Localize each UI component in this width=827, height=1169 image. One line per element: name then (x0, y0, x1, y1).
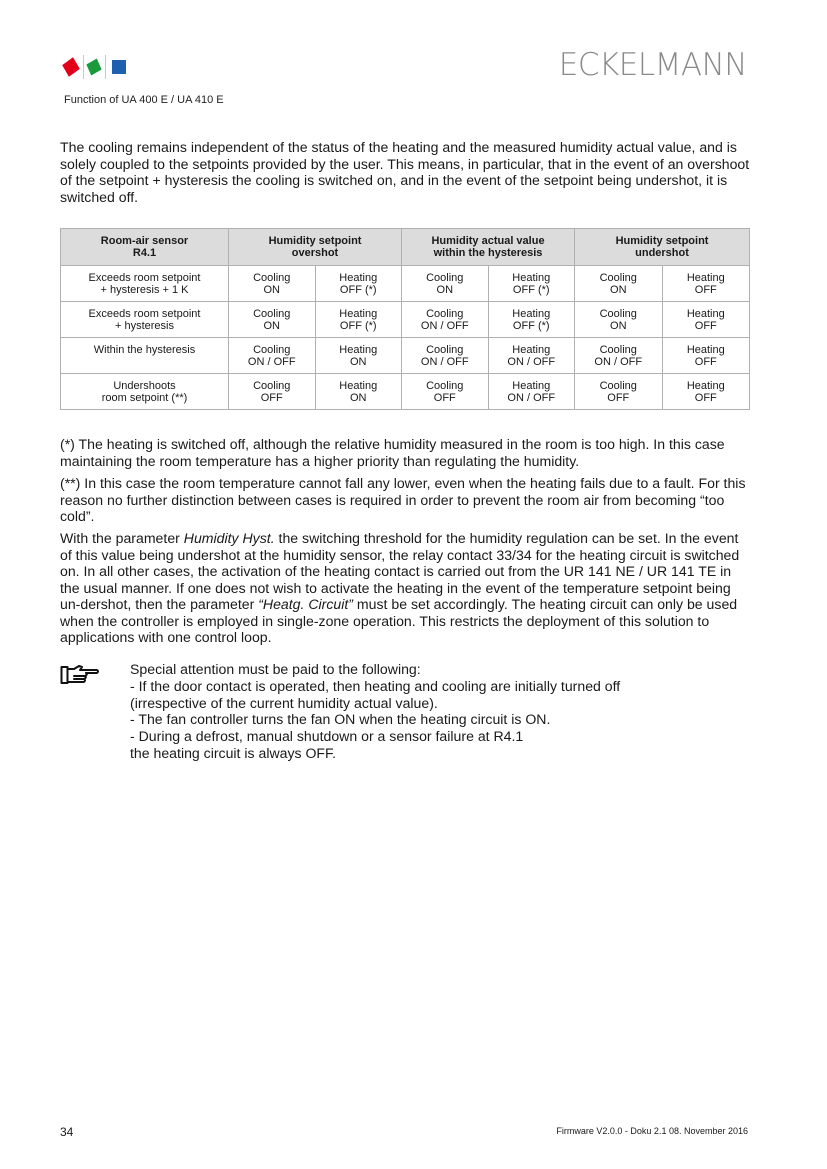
table-cell: Cooling ON / OFF (229, 338, 316, 374)
table-row (61, 302, 750, 338)
note-line: - If the door contact is operated, then heating and cooling are initially turned off (130, 677, 621, 694)
table-row (61, 266, 750, 302)
parameter-paragraph (60, 530, 750, 646)
table-cell: Cooling ON / OFF (575, 338, 663, 374)
footnote-double-asterisk: (**) In this case the room temperature cannot fall any lower, even when the heating fails due to a fault. For this reason no further distinction between cases is required in order to prevent the room air from becoming “too cold”. (60, 475, 746, 524)
note-line: - The fan controller turns the fan ON when the heating circuit is ON. (130, 711, 551, 728)
footnote-single-asterisk: (*) The heating is switched off, although the relative humidity measured in the room is too high. In this case maintaining the room temperature has a higher priority than regulating the humidity. (60, 436, 725, 469)
note-line: the heating circuit is always OFF. (130, 744, 337, 761)
table-row (61, 374, 750, 410)
table-cell: Heating OFF (662, 338, 750, 374)
table-cell: Heating OFF (*) (315, 266, 402, 302)
row-label: Exceeds room setpoint + hysteresis + 1 K (61, 266, 229, 302)
brand-name: ECKELMANN (558, 47, 747, 83)
table-cell: Heating OFF (662, 302, 750, 338)
row-label: Undershoots room setpoint (**) (61, 374, 229, 410)
row-label: Within the hysteresis (61, 338, 229, 374)
table-cell: Heating ON (315, 338, 402, 374)
footer-info: Firmware V2.0.0 - Doku 2.1 08. November 2016 (556, 1126, 748, 1136)
table-row (61, 338, 750, 374)
paragraph-text: the switching threshold for the humidity regulation can be set. In the event of this value being undershot at the humidity sensor, the relay contact 33/34 for the heating circuit is switched on. In all other cases, the activation of the heating contact is carried out from the UR 141 NE / UR 141 TE in the usual manner. If one does not wish to activate the heating in the event of the temperature setpoint being un-dershot, then the parameter (60, 530, 740, 612)
table-cell: Cooling OFF (575, 374, 663, 410)
header-room-air-sensor: Room-air sensor R4.1 (61, 229, 229, 266)
table-cell: Cooling ON (575, 266, 663, 302)
special-attention-note (130, 661, 620, 762)
header-within-hysteresis: Humidity actual value within the hysteresis (402, 229, 575, 266)
table-cell: Cooling ON (229, 266, 316, 302)
header-setpoint-overshot: Humidity setpoint overshot (229, 229, 402, 266)
note-line: - During a defrost, manual shutdown or a sensor failure at R4.1 (130, 728, 524, 745)
paragraph-text: With the parameter (60, 530, 184, 546)
table-cell: Cooling ON / OFF (402, 338, 489, 374)
table-cell: Cooling ON / OFF (402, 302, 489, 338)
humidity-control-table (60, 228, 750, 410)
table-cell: Cooling ON (402, 266, 489, 302)
parameter-heatg-circuit: “Heatg. Circuit” (258, 596, 353, 612)
row-label: Exceeds room setpoint + hysteresis (61, 302, 229, 338)
table-cell: Heating OFF (*) (488, 266, 575, 302)
table-cell: Heating ON / OFF (488, 338, 575, 374)
table-header-row (61, 229, 750, 266)
table-cell: Heating ON / OFF (488, 374, 575, 410)
page-number: 34 (60, 1125, 74, 1139)
table-cell: Heating OFF (662, 374, 750, 410)
paragraph-text: must be set accordingly. The heating circuit can only be used when the controller is employed in single-zone operation. This restricts the deployment of this solution to applications with one control loop. (60, 596, 738, 645)
table-cell: Cooling OFF (229, 374, 316, 410)
parameter-humidity-hyst: Humidity Hyst. (183, 530, 275, 546)
table-cell: Cooling OFF (402, 374, 489, 410)
table-cell: Heating OFF (*) (488, 302, 575, 338)
eckelmann-logo (60, 55, 128, 79)
table-cell: Cooling ON (229, 302, 316, 338)
intro-paragraph: The cooling remains independent of the status of the heating and the measured humidity actual value, and is solely coupled to the setpoints provided by the user. This means, in particular, that in the event of an overshoot of the setpoint + hysteresis the cooling is switched on, and in the event of the setpoint being undershot, it is switched off. (60, 139, 750, 205)
table-cell: Heating OFF (662, 266, 750, 302)
header-setpoint-undershot: Humidity setpoint undershot (575, 229, 750, 266)
note-line: (irrespective of the current humidity actual value). (130, 694, 438, 711)
table-cell: Cooling ON (575, 302, 663, 338)
table-cell: Heating OFF (*) (315, 302, 402, 338)
pointing-hand-icon (60, 664, 100, 688)
note-line: Special attention must be paid to the following: (130, 661, 421, 677)
page-subtitle: Function of UA 400 E / UA 410 E (64, 94, 224, 106)
table-cell: Heating ON (315, 374, 402, 410)
